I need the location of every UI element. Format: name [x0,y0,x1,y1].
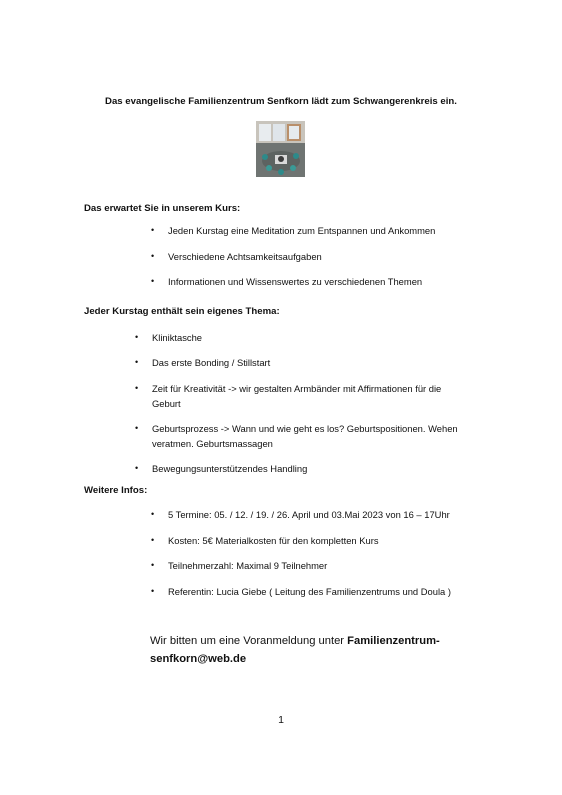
bullet: • [151,586,155,596]
bullet: • [135,463,139,473]
list-item: Kliniktasche [152,332,203,343]
list-item: Kosten: 5€ Materialkosten für den kompletten Kurs [168,535,379,546]
bullet: • [151,535,155,545]
section-heading-course-content: Das erwartet Sie in unserem Kurs: [84,203,241,214]
list-item: 5 Termine: 05. / 12. / 19. / 26. April und 03.Mai 2023 von 16 – 17Uhr [168,509,450,520]
list-item: Jeden Kurstag eine Meditation zum Entspannen und Ankommen [168,225,436,236]
bullet: • [135,423,139,433]
bullet: • [135,332,139,342]
bullet: • [151,225,155,235]
bullet: • [135,357,139,367]
bullet: • [135,383,139,393]
bullet: • [151,560,155,570]
list-item: Zeit für Kreativität -> wir gestalten Armbänder mit Affirmationen für die Geburt [152,383,442,409]
course-room-photo [256,121,305,177]
list-item: Das erste Bonding / Stillstart [152,357,271,368]
section-heading-topics: Jeder Kurstag enthält sein eigenes Thema: [84,306,280,317]
list-item: Informationen und Wissenswertes zu verschiedenen Themen [168,276,423,287]
registration-text: Wir bitten um eine Voranmeldung unter [150,635,348,647]
registration-email-link[interactable]: Familienzentrum-senfkorn@web.de [150,635,440,665]
section-heading-further-info: Weitere Infos: [84,485,148,496]
list-item: Referentin: Lucia Giebe ( Leitung des Familienzentrums und Doula ) [168,586,451,597]
page-number: 1 [278,714,284,726]
list-item: Verschiedene Achtsamkeitsaufgaben [168,251,322,262]
list-item: Bewegungsunterstützendes Handling [152,463,308,474]
bullet: • [151,509,155,519]
bullet: • [151,276,155,286]
page-title: Das evangelische Familienzentrum Senfkorn lädt zum Schwangerenkreis ein. [105,96,457,107]
bullet: • [151,251,155,261]
list-item: Geburtsprozess -> Wann und wie geht es los? Geburtspositionen. Wehen veratmen. Geburtsmassagen [152,423,458,449]
registration-note [150,632,460,668]
list-item: Teilnehmerzahl: Maximal 9 Teilnehmer [168,560,328,571]
